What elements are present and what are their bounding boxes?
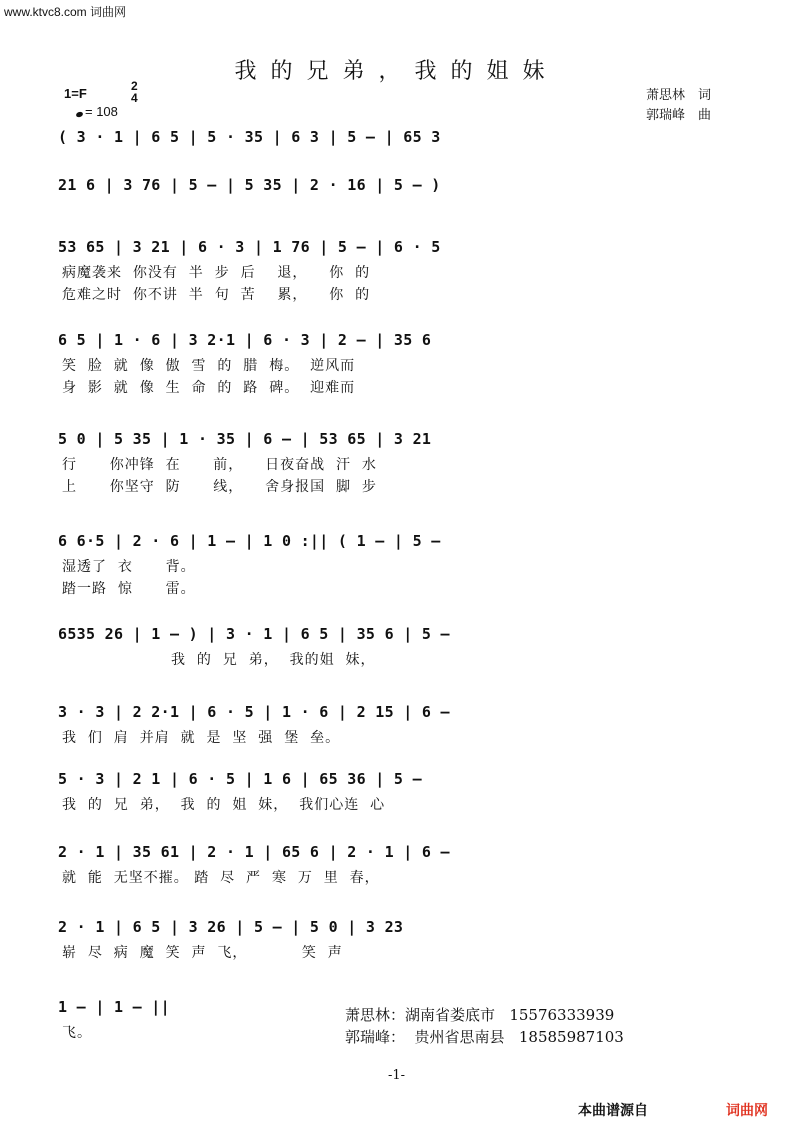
lyric-line-verse1: 我 们 肩 并肩 就 是 坚 强 堡 垒。 <box>62 730 341 746</box>
lyric-line-verse2: 危难之时 你不讲 半 句 苦 累， 你 的 <box>62 287 371 303</box>
contact-name: 郭瑞峰： 贵州省思南县 <box>345 1028 505 1046</box>
lyric-line-verse2: 身 影 就 像 生 命 的 路 碑。 迎难而 <box>62 380 356 396</box>
lyric-line-verse1: 飞。 <box>62 1025 92 1041</box>
quarter-note-icon <box>75 111 83 118</box>
time-signature <box>131 80 138 104</box>
lyric-line-verse1: 我 的 兄 弟， 我的姐 妹， <box>62 652 376 668</box>
contact-lyricist <box>345 1004 614 1025</box>
time-signature-top: 2 <box>131 79 138 93</box>
key-signature: 1=F <box>64 86 87 101</box>
site-logo[interactable]: 词曲网 <box>726 1103 768 1119</box>
page-number: -1- <box>387 1068 406 1083</box>
lyric-line-verse1: 崭 尽 病 魔 笑 声 飞， 笑 声 <box>62 945 343 961</box>
notation-line: 6 6·5 | 2 · 6 | 1 – | 1 0 :|| ( 1 – | 5 – <box>58 532 441 550</box>
notation-line: 5 0 | 5 35 | 1 · 35 | 6 – | 53 65 | 3 21 <box>58 430 432 448</box>
lyric-line-verse1: 病魔袭来 你没有 半 步 后 退， 你 的 <box>62 265 371 281</box>
lyric-line-verse1: 行 你冲锋 在 前， 日夜奋战 汗 水 <box>62 457 377 473</box>
tempo-marking <box>76 104 118 119</box>
contact-phone: 18585987103 <box>518 1028 624 1046</box>
notation-line: 3 · 3 | 2 2·1 | 6 · 5 | 1 · 6 | 2 15 | 6 – <box>58 703 450 721</box>
notation-line: 6535 26 | 1 – ) | 3 · 1 | 6 5 | 35 6 | 5 – <box>58 625 450 643</box>
notation-line: 21 6 | 3 76 | 5 – | 5 35 | 2 · 16 | 5 – ) <box>58 176 441 194</box>
lyric-line-verse2: 上 你坚守 防 线， 舍身报国 脚 步 <box>62 479 377 495</box>
notation-line: 6 5 | 1 · 6 | 3 2·1 | 6 · 3 | 2 – | 35 6 <box>58 331 432 349</box>
notation-line: 2 · 1 | 35 61 | 2 · 1 | 65 6 | 2 · 1 | 6 – <box>58 843 450 861</box>
contact-phone: 15576333939 <box>509 1006 615 1024</box>
lyric-line-verse2: 踏一路 惊 雷。 <box>62 581 196 597</box>
notation-line: ( 3 · 1 | 6 5 | 5 · 35 | 6 3 | 5 – | 65 3 <box>58 128 441 146</box>
lyric-line-verse1: 湿透了 衣 背。 <box>62 559 196 575</box>
composer-credit: 郭瑞峰 曲 <box>646 108 712 123</box>
source-label: 本曲谱源自 <box>578 1103 648 1119</box>
site-url[interactable]: www.ktvc8.com 词曲网 <box>4 5 127 19</box>
contact-name: 萧思林：湖南省娄底市 <box>345 1006 496 1024</box>
notation-line: 5 · 3 | 2 1 | 6 · 5 | 1 6 | 65 36 | 5 – <box>58 770 422 788</box>
lyric-line-verse1: 就 能 无坚不摧。 踏 尽 严 寒 万 里 春， <box>62 870 380 886</box>
notation-line: 2 · 1 | 6 5 | 3 26 | 5 – | 5 0 | 3 23 <box>58 918 404 936</box>
notation-line: 1 – | 1 – || <box>58 998 170 1016</box>
lyric-line-verse1: 笑 脸 就 像 傲 雪 的 腊 梅。 逆风而 <box>62 358 356 374</box>
song-title: 我的兄弟，我的姐妹 <box>234 59 559 84</box>
lyricist-credit: 萧思林 词 <box>646 88 712 103</box>
lyric-line-verse1: 我 的 兄 弟， 我 的 姐 妹， 我们心连 心 <box>62 797 386 813</box>
contact-composer <box>345 1026 624 1047</box>
time-signature-bottom: 4 <box>131 91 138 105</box>
notation-line: 53 65 | 3 21 | 6 · 3 | 1 76 | 5 – | 6 · 5 <box>58 238 441 256</box>
tempo-value: = 108 <box>85 104 118 119</box>
